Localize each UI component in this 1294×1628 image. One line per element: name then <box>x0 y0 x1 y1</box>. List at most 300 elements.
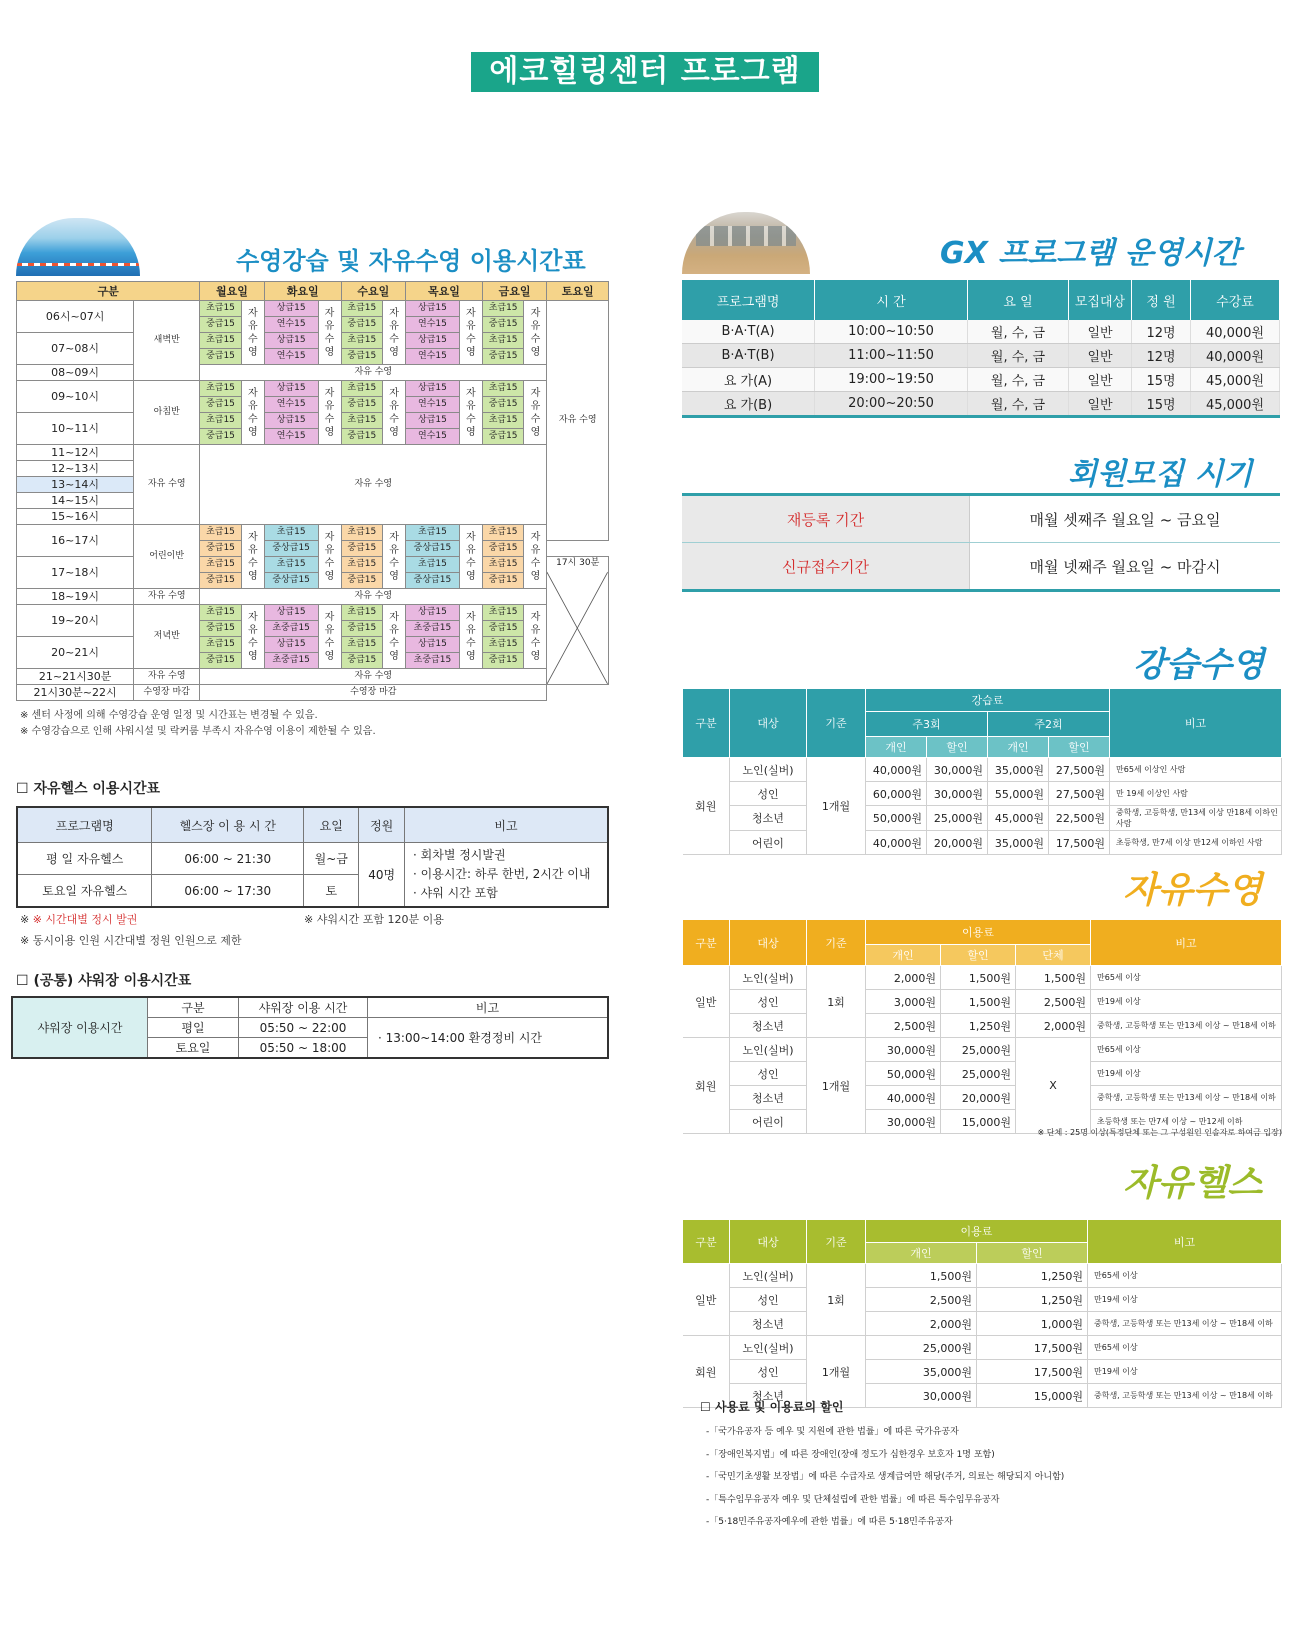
free-row <box>683 1086 1282 1110</box>
gx-cell: 월, 수, 금 <box>968 344 1069 368</box>
class-level: 중급15 <box>482 653 524 669</box>
gx-cell: 10:00~10:50 <box>815 320 968 344</box>
fee: 30,000원 <box>866 1038 941 1062</box>
lesson-row <box>683 831 1282 855</box>
lesson-fee-table <box>682 688 1282 855</box>
capacity: 40명 <box>359 843 405 908</box>
shower-time: 05:50 ~ 22:00 <box>239 1018 368 1038</box>
vertical-char: 영 <box>530 426 541 438</box>
class-level: 연수15 <box>406 429 460 445</box>
saturday-close-time <box>547 557 609 685</box>
header-cell: 구분 <box>148 997 239 1018</box>
vertical-char: 자 <box>530 387 541 399</box>
class-level: 초급15 <box>341 525 383 541</box>
fee: 1,500원 <box>941 966 1016 990</box>
gx-cell: 15명 <box>1132 392 1191 417</box>
vertical-char: 자 <box>530 531 541 543</box>
remark: 만 19세 이상인 사람 <box>1110 782 1282 806</box>
remark: 중학생, 고등학생 또는 만13세 이상 ~ 만18세 이하 <box>1088 1384 1282 1408</box>
class-level: 연수15 <box>264 317 318 333</box>
closed-x-icon <box>547 557 608 684</box>
time-range: 06:00 ~ 17:30 <box>152 875 304 908</box>
vertical-char: 유 <box>324 320 335 332</box>
time-slot: 19~20시 <box>17 605 134 637</box>
gx-cell: 20:00~20:50 <box>815 392 968 417</box>
vertical-char: 자 <box>247 307 258 319</box>
time-slot: 09~10시 <box>17 381 134 413</box>
gx-cell: 일반 <box>1069 320 1132 344</box>
class-level: 상급15 <box>406 413 460 429</box>
vertical-char: 자 <box>530 611 541 623</box>
remark: 만19세 이상 <box>1091 1062 1282 1086</box>
fee: 30,000원 <box>927 782 988 806</box>
header-cell: 구분 <box>683 1220 730 1264</box>
fee: 1,250원 <box>977 1264 1088 1288</box>
class-level: 중급15 <box>482 573 524 589</box>
time-slot: 20~21시 <box>17 637 134 669</box>
schedule-row <box>17 301 609 317</box>
health-row <box>683 1336 1282 1360</box>
class-level: 중급15 <box>200 621 242 637</box>
class-level: 초급15 <box>200 605 242 621</box>
target: 노인(실버) <box>730 966 807 990</box>
header-cell: 대상 <box>730 1220 807 1264</box>
fee: 17,500원 <box>977 1336 1088 1360</box>
header-cell: 개인 <box>988 737 1049 758</box>
remark: 중학생, 고등학생 또는 만13세 이상 ~ 만18세 이하 <box>1091 1014 1282 1038</box>
vertical-char: 영 <box>389 570 399 582</box>
fee: 2,500원 <box>866 1288 977 1312</box>
vertical-char: 유 <box>389 320 399 332</box>
class-level: 연수15 <box>406 349 460 365</box>
vertical-char: 자 <box>465 531 476 543</box>
fee: 17,500원 <box>977 1360 1088 1384</box>
class-level: 상급15 <box>264 637 318 653</box>
class-level: 연수15 <box>264 429 318 445</box>
vertical-char: 유 <box>530 544 541 556</box>
class-level: 초급15 <box>264 557 318 573</box>
free-swim-vertical <box>383 525 406 589</box>
discount-item: -「국민기초생활 보장법」에 따른 수급자로 생계급여만 해당(주거, 의료는 해당되지 아니함) <box>706 1472 1065 1483</box>
schedule-row <box>17 557 609 573</box>
time-slot: 14~15시 <box>17 493 134 509</box>
class-level: 초급15 <box>341 381 383 397</box>
vertical-char: 유 <box>465 400 476 412</box>
discount-title <box>700 1398 843 1415</box>
class-level: 초급15 <box>482 525 524 541</box>
vertical-char: 영 <box>324 346 335 358</box>
basis: 1개월 <box>807 1336 866 1408</box>
vertical-char: 수 <box>530 637 541 649</box>
fee: 20,000원 <box>941 1086 1016 1110</box>
free-row <box>683 966 1282 990</box>
vertical-char: 수 <box>247 413 258 425</box>
vertical-char: 자 <box>389 611 399 623</box>
class-level: 초급15 <box>341 637 383 653</box>
vertical-char: 수 <box>530 557 541 569</box>
vertical-char: 유 <box>247 624 258 636</box>
vertical-char: 유 <box>530 400 541 412</box>
remark: 만19세 이상 <box>1088 1288 1282 1312</box>
time-slot: 16~17시 <box>17 525 134 557</box>
fee: 22,500원 <box>1049 806 1110 831</box>
class-level: 초급15 <box>406 525 460 541</box>
header-cell: 프로그램명 <box>682 280 815 320</box>
vertical-char: 자 <box>389 531 399 543</box>
class-group: 자유 수영 <box>134 445 200 525</box>
schedule-row <box>17 445 609 461</box>
program-name: 토요일 자유헬스 <box>17 875 152 908</box>
class-level: 중상급15 <box>264 573 318 589</box>
schedule-row <box>17 685 609 701</box>
target: 성인 <box>730 1062 807 1086</box>
vertical-char: 영 <box>389 650 399 662</box>
free-swim-vertical <box>459 525 482 589</box>
free-swim-vertical <box>524 525 547 589</box>
header-cell: 정 원 <box>1132 280 1191 320</box>
fee: 15,000원 <box>977 1384 1088 1408</box>
vertical-char: 자 <box>324 531 335 543</box>
header-cell: 화요일 <box>264 282 341 301</box>
class-level: 중급15 <box>341 573 383 589</box>
time-slot: 06시~07시 <box>17 301 134 333</box>
header-cell: 대상 <box>730 920 807 966</box>
class-level: 상급15 <box>406 637 460 653</box>
fee: 2,000원 <box>1016 1014 1091 1038</box>
header-cell: 비고 <box>405 807 609 843</box>
header-cell: 개인 <box>866 737 927 758</box>
fee: 20,000원 <box>927 831 988 855</box>
vertical-char: 유 <box>247 544 258 556</box>
schedule-row <box>17 365 609 381</box>
vertical-char: 영 <box>324 650 335 662</box>
shower-time: 05:50 ~ 18:00 <box>239 1038 368 1059</box>
gx-cell: 일반 <box>1069 392 1132 417</box>
class-level: 중급15 <box>200 573 242 589</box>
lesson-row <box>683 806 1282 831</box>
header-cell: 할인 <box>977 1243 1088 1264</box>
remark: 만65세 이상 <box>1091 1038 1282 1062</box>
class-level: 연수15 <box>264 397 318 413</box>
class-level: 중급15 <box>200 541 242 557</box>
vertical-char: 유 <box>389 400 399 412</box>
class-level: 초급15 <box>482 413 524 429</box>
time-slot: 07~08시 <box>17 333 134 365</box>
gx-cell: 40,000원 <box>1191 344 1280 368</box>
schedule-row <box>17 669 609 685</box>
class-level: 중급15 <box>341 397 383 413</box>
header-cell: 구분 <box>683 920 730 966</box>
vertical-char: 수 <box>247 333 258 345</box>
vertical-char: 영 <box>324 426 335 438</box>
time-slot: 11~12시 <box>17 445 134 461</box>
class-level: 상급15 <box>264 333 318 349</box>
shower-title-text: (공통) 샤워장 이용시간표 <box>33 973 192 989</box>
free-swim-fee-table <box>682 919 1282 1134</box>
vertical-char: 수 <box>389 333 399 345</box>
header-cell: 비고 <box>1091 920 1282 966</box>
vertical-char: 수 <box>247 637 258 649</box>
vertical-char: 수 <box>324 413 335 425</box>
header-cell: 비고 <box>1110 689 1282 758</box>
fee: 1,500원 <box>1016 966 1091 990</box>
class-level: 초급15 <box>200 637 242 653</box>
free-swim-cell: 자유 수영 <box>200 669 547 685</box>
class-level: 상급15 <box>264 413 318 429</box>
swim-schedule-body <box>17 301 609 701</box>
gx-row <box>682 368 1280 392</box>
free-row <box>683 990 1282 1014</box>
header-cell: 주3회 <box>866 712 988 737</box>
gx-cell: 월, 수, 금 <box>968 320 1069 344</box>
header-cell: 할인 <box>941 945 1016 966</box>
fee: 25,000원 <box>927 806 988 831</box>
gx-row <box>682 392 1280 417</box>
class-level: 상급15 <box>406 301 460 317</box>
target: 청소년 <box>730 1384 807 1408</box>
vertical-char: 유 <box>324 544 335 556</box>
remarks <box>405 843 609 908</box>
pool-photo <box>16 218 140 276</box>
class-level: 중급15 <box>482 621 524 637</box>
class-level: 중급15 <box>200 653 242 669</box>
checkbox-icon: ☐ <box>16 781 29 797</box>
vertical-char: 수 <box>465 637 476 649</box>
gx-cell: 40,000원 <box>1191 320 1280 344</box>
class-group: 자유 수영 <box>134 669 200 685</box>
vertical-char: 유 <box>530 624 541 636</box>
class-level: 초중급15 <box>264 653 318 669</box>
fee: 2,500원 <box>866 1014 941 1038</box>
gx-row <box>682 344 1280 368</box>
class-level: 초급15 <box>482 605 524 621</box>
health-row <box>683 1264 1282 1288</box>
basis: 1회 <box>807 966 866 1038</box>
class-level: 중급15 <box>482 397 524 413</box>
vertical-char: 영 <box>530 650 541 662</box>
header-cell: 기준 <box>807 920 866 966</box>
remark: 초등학생 또는 만7세 이상 ~ 만12세 이하 <box>1091 1110 1282 1134</box>
class-level: 상급15 <box>264 381 318 397</box>
target: 성인 <box>730 782 807 806</box>
header-cell: 단체 <box>1016 945 1091 966</box>
header-cell: 모집대상 <box>1069 280 1132 320</box>
time-range: 06:00 ~ 21:30 <box>152 843 304 875</box>
header-cell: 샤워장 이용 시간 <box>239 997 368 1018</box>
gx-cell: 일반 <box>1069 368 1132 392</box>
target: 청소년 <box>730 1086 807 1110</box>
health-note-red: ※ 시간대별 정시 발권 <box>32 913 138 926</box>
lesson-table-body <box>683 758 1282 855</box>
header-cell: 금요일 <box>482 282 547 301</box>
remark-line: · 이용시간: 하루 한번, 2시간 이내 <box>413 867 591 881</box>
gx-cell: 45,000원 <box>1191 392 1280 417</box>
gx-cell: 월, 수, 금 <box>968 392 1069 417</box>
table-row <box>682 543 1280 591</box>
time-slot: 21시30분~22시 <box>17 685 134 701</box>
lesson-row <box>683 782 1282 806</box>
group-label: 일반 <box>683 966 730 1038</box>
gx-title: GX 프로그램 운영시간 <box>940 236 1241 271</box>
gx-cell: 45,000원 <box>1191 368 1280 392</box>
free-swim-cell: 자유 수영 <box>200 365 547 381</box>
class-level: 초급15 <box>341 333 383 349</box>
header-cell: 프로그램명 <box>17 807 152 843</box>
vertical-char: 자 <box>465 307 476 319</box>
health-schedule-title <box>16 778 160 798</box>
fee: 40,000원 <box>866 831 927 855</box>
remark: 중학생, 고등학생, 만13세 이상 만18세 이하인 사람 <box>1110 806 1282 831</box>
schedule-row <box>17 605 609 621</box>
time-slot: 21~21시30분 <box>17 669 134 685</box>
time-slot: 12~13시 <box>17 461 134 477</box>
vertical-char: 자 <box>247 387 258 399</box>
fee: 30,000원 <box>927 758 988 782</box>
free-row <box>683 1038 1282 1062</box>
free-swim-vertical <box>241 605 264 669</box>
header-cell: 할인 <box>927 737 988 758</box>
fee: 3,000원 <box>866 990 941 1014</box>
vertical-char: 자 <box>247 531 258 543</box>
fee: 2,500원 <box>1016 990 1091 1014</box>
class-level: 초급15 <box>200 301 242 317</box>
gx-cell: 12명 <box>1132 344 1191 368</box>
remark: 만65세 이상 <box>1088 1264 1282 1288</box>
target: 성인 <box>730 990 807 1014</box>
free-swim-vertical <box>383 381 406 445</box>
gx-cell: 12명 <box>1132 320 1191 344</box>
header-cell: 정원 <box>359 807 405 843</box>
table-row <box>682 495 1280 543</box>
gx-table <box>682 280 1280 418</box>
vertical-char: 영 <box>324 570 335 582</box>
class-level: 초급15 <box>482 557 524 573</box>
class-level: 연수15 <box>406 317 460 333</box>
recruit-title: 회원모집 시기 <box>1068 457 1253 492</box>
basis: 1회 <box>807 1264 866 1336</box>
vertical-char: 수 <box>465 557 476 569</box>
fee: 25,000원 <box>866 1336 977 1360</box>
vertical-char: 영 <box>247 570 258 582</box>
swim-note: ※ 수영강습으로 인해 샤워시설 및 락커룸 부족시 자유수영 이용이 제한될 수 있음. <box>20 726 376 737</box>
fee: 25,000원 <box>941 1062 1016 1086</box>
discount-title-text: 사용료 및 이용료의 할인 <box>714 1400 844 1414</box>
vertical-char: 수 <box>530 333 541 345</box>
time-slot: 17~18시 <box>17 557 134 589</box>
class-level: 초급15 <box>341 301 383 317</box>
class-level: 상급15 <box>406 333 460 349</box>
remark: 만65세 이상 <box>1091 966 1282 990</box>
class-level: 상급15 <box>406 605 460 621</box>
vertical-char: 자 <box>247 611 258 623</box>
target: 노인(실버) <box>730 1038 807 1062</box>
header-cell: 목요일 <box>406 282 483 301</box>
free-health-fee-table <box>682 1219 1282 1408</box>
fee: 45,000원 <box>988 806 1049 831</box>
class-level: 연수15 <box>264 349 318 365</box>
remark: 초등학생, 만7세 이상 만12세 이하인 사람 <box>1110 831 1282 855</box>
header-cell: 헬스장 이 용 시 간 <box>152 807 304 843</box>
health-note: ※ 동시이용 인원 시간대별 정원 인원으로 제한 <box>20 934 242 947</box>
fee: 50,000원 <box>866 806 927 831</box>
checkbox-icon: ☐ <box>16 973 29 989</box>
gym-photo <box>682 212 810 274</box>
header-cell: 구분 <box>17 282 200 301</box>
fee: 2,000원 <box>866 966 941 990</box>
fee: 30,000원 <box>866 1384 977 1408</box>
vertical-char: 유 <box>465 320 476 332</box>
time-slot: 18~19시 <box>17 589 134 605</box>
checkbox-icon: ☐ <box>700 1400 711 1414</box>
remark: 만65세 이상 <box>1088 1336 1282 1360</box>
header-cell: 개인 <box>866 945 941 966</box>
class-level: 상급15 <box>264 301 318 317</box>
fee: 50,000원 <box>866 1062 941 1086</box>
vertical-char: 자 <box>389 387 399 399</box>
vertical-char: 영 <box>465 346 476 358</box>
page-banner: 에코힐링센터 프로그램 <box>471 52 819 92</box>
time-slot: 15~16시 <box>17 509 134 525</box>
class-level: 중급15 <box>200 397 242 413</box>
shower-remark: · 13:00~14:00 환경정비 시간 <box>368 1018 609 1059</box>
header-cell: 비고 <box>1088 1220 1282 1264</box>
vertical-char: 수 <box>389 557 399 569</box>
free-swim-cell: 자유 수영 <box>200 589 547 605</box>
class-group: 자유 수영 <box>134 589 200 605</box>
free-swim-cell: 자유 수영 <box>200 445 547 525</box>
remark: 중학생, 고등학생 또는 만13세 이상 ~ 만18세 이하 <box>1091 1086 1282 1110</box>
class-level: 상급15 <box>406 381 460 397</box>
remark: 중학생, 고등학생 또는 만13세 이상 ~ 만18세 이하 <box>1088 1312 1282 1336</box>
header-cell: 수강료 <box>1191 280 1280 320</box>
free-swim-vertical <box>318 381 341 445</box>
vertical-char: 유 <box>324 624 335 636</box>
class-level: 초중급15 <box>264 621 318 637</box>
swim-note: ※ 센터 사정에 의해 수영강습 운영 일정 및 시간표는 변경될 수 있음. <box>20 710 318 721</box>
class-level: 초중급15 <box>406 621 460 637</box>
vertical-char: 수 <box>324 557 335 569</box>
weekday: 월~금 <box>304 843 359 875</box>
class-level: 초급15 <box>482 381 524 397</box>
shower-schedule-table <box>11 996 609 1059</box>
gx-table-body <box>682 320 1280 417</box>
class-level: 연수15 <box>406 397 460 413</box>
vertical-char: 자 <box>324 387 335 399</box>
basis: 1개월 <box>807 1038 866 1134</box>
health-note: ※ ※ 시간대별 정시 발권 <box>20 913 138 926</box>
swim-schedule-table <box>16 281 609 701</box>
lesson-row <box>683 758 1282 782</box>
header-cell: 구분 <box>683 689 730 758</box>
target: 청소년 <box>730 806 807 831</box>
free-row <box>683 1062 1282 1086</box>
class-level: 초중급15 <box>406 653 460 669</box>
discount-list <box>706 1421 1064 1534</box>
class-level: 초급15 <box>482 637 524 653</box>
class-level: 중급15 <box>341 653 383 669</box>
header-cell: 할인 <box>1049 737 1110 758</box>
fee: 25,000원 <box>941 1038 1016 1062</box>
class-level: 초급15 <box>482 301 524 317</box>
time-slot: 08~09시 <box>17 365 134 381</box>
vertical-char: 영 <box>389 426 399 438</box>
free-swim-vertical <box>318 525 341 589</box>
class-level: 중급15 <box>482 541 524 557</box>
header-cell: 요 일 <box>968 280 1069 320</box>
class-level: 중급15 <box>341 621 383 637</box>
target: 청소년 <box>730 1014 807 1038</box>
class-level: 중급15 <box>200 317 242 333</box>
